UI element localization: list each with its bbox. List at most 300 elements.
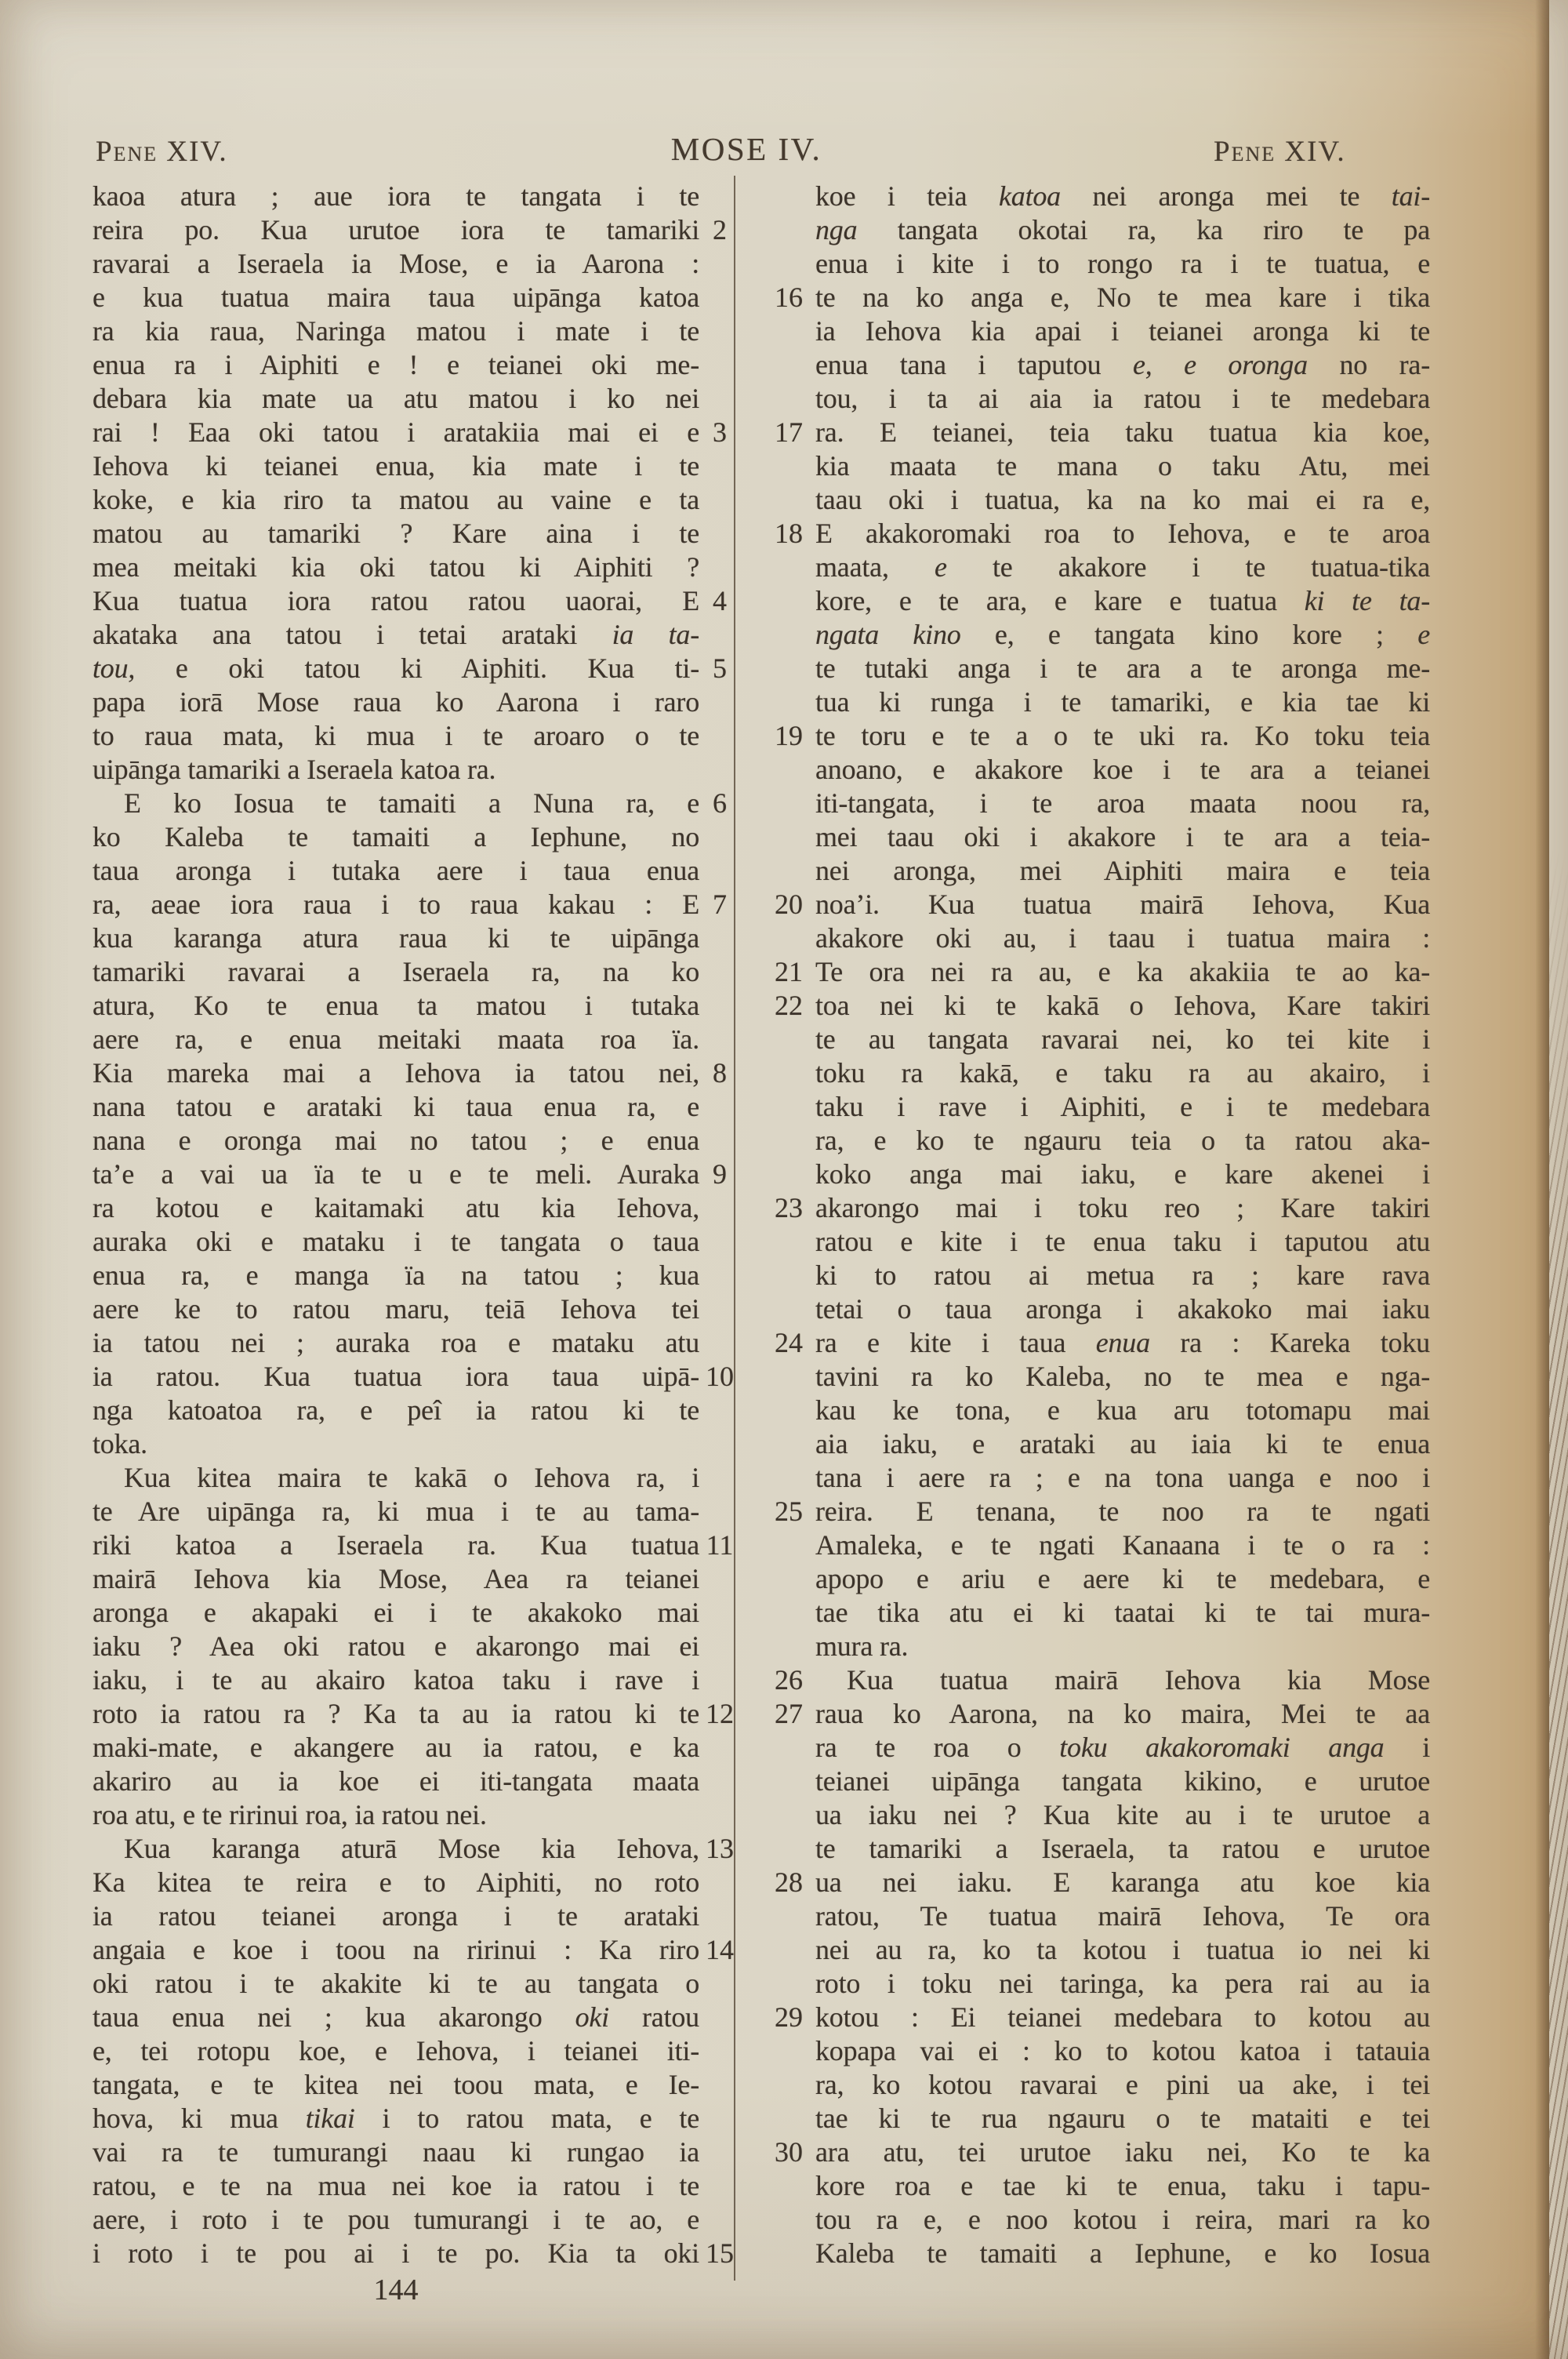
verse-number: [699, 1427, 740, 1461]
text-line: [770, 247, 1443, 281]
verse-text: te tutaki anga i te ara a te aronga me-: [815, 652, 1430, 684]
text-line: [93, 1663, 740, 1697]
verse-number: [770, 314, 815, 348]
text-line: [93, 1427, 740, 1461]
text-line: [770, 921, 1443, 955]
text-line: [93, 1967, 740, 2001]
verse-text: mairā Iehova kia Mose, Aea ra teianei: [93, 1563, 699, 1594]
verse-number: 12: [706, 1698, 734, 1729]
verse-number: [770, 483, 815, 517]
text-line: [93, 314, 740, 348]
verse-text: riki katoa a Iseraela ra. Kua tuatua: [93, 1529, 699, 1561]
text-line: [770, 854, 1443, 888]
verse-number: [699, 2068, 740, 2102]
verse-number: [770, 1765, 815, 1798]
text-line: [770, 416, 1443, 449]
text-line: [770, 1596, 1443, 1630]
verse-text: enua ra, e manga ïa na tatou ; kua: [93, 1259, 699, 1291]
text-line: [93, 1731, 740, 1765]
text-line: [770, 753, 1443, 787]
verse-text: iaku ? Aea oki ratou e akarongo mai ei: [93, 1630, 699, 1662]
running-head-left: Pene XIV.: [96, 136, 228, 168]
verse-number: [770, 921, 815, 955]
verse-text: raua ko Aarona, na ko maira, Mei te aa: [815, 1698, 1430, 1729]
verse-text: maki-mate, e akangere au ia ratou, e ka: [93, 1732, 699, 1763]
text-line: [770, 1056, 1443, 1090]
verse-number: 21: [775, 956, 803, 987]
text-line: [770, 685, 1443, 719]
verse-text: matou au tamariki ? Kare aina i te: [93, 518, 699, 549]
verse-number: [770, 1933, 815, 1967]
text-line: [93, 551, 740, 584]
verse-number: [770, 1596, 815, 1630]
text-line: [93, 1023, 740, 1056]
text-line: [770, 551, 1443, 584]
text-line: [93, 787, 740, 820]
verse-number: [699, 2034, 740, 2068]
verse-number: [699, 1461, 740, 1495]
text-line: [93, 1259, 740, 1292]
text-line: [770, 1191, 1443, 1225]
verse-number: 13: [706, 1833, 734, 1864]
verse-text: i roto i te pou ai i te po. Kia ta oki: [93, 2237, 699, 2269]
verse-number: [770, 685, 815, 719]
verse-text: koke, e kia riro ta matou au vaine e ta: [93, 484, 699, 515]
verse-number: [770, 1630, 815, 1663]
verse-text: mea meitaki kia oki tatou ki Aiphiti ?: [93, 551, 699, 583]
text-line: [93, 2135, 740, 2169]
text-line: [93, 1495, 740, 1528]
verse-number: [770, 1259, 815, 1292]
verse-number: [699, 1798, 740, 1832]
verse-number: [699, 921, 740, 955]
verse-text: Iehova ki teianei enua, kia mate i te: [93, 450, 699, 482]
verse-text: ra kia raua, Naringa matou i mate i te: [93, 315, 699, 347]
verse-number: 30: [775, 2136, 803, 2168]
verse-text: atura, Ko te enua ta matou i tutaka: [93, 990, 699, 1021]
text-line: [93, 1191, 740, 1225]
text-line: [93, 382, 740, 416]
text-line: [93, 449, 740, 483]
verse-number: [770, 1562, 815, 1596]
verse-number: [770, 1427, 815, 1461]
verse-text: mei taau oki i akakore i te ara a teia-: [815, 821, 1430, 852]
verse-number: 5: [713, 652, 727, 684]
text-line: [770, 1023, 1443, 1056]
verse-text: tae ki te rua ngauru o te mataiti e tei: [815, 2103, 1430, 2134]
verse-text: kia maata te mana o taku Atu, mei: [815, 450, 1430, 482]
verse-text: taua aronga i tutaka aere i taua enua: [93, 855, 699, 886]
verse-number: 19: [775, 720, 803, 751]
verse-text: nei aronga, mei Aiphiti maira e teia: [815, 855, 1430, 886]
verse-number: [699, 2203, 740, 2237]
text-line: [770, 618, 1443, 652]
verse-number: [699, 2135, 740, 2169]
verse-text: rai ! Eaa oki tatou i aratakiia mai ei e: [93, 416, 699, 448]
text-line: [770, 584, 1443, 618]
verse-text: reira. E tenana, te noo ra te ngati: [815, 1496, 1430, 1527]
verse-text: tangata, e te kitea nei toou mata, e Ie-: [93, 2069, 699, 2100]
verse-text: iaku, i te au akairo katoa taku i rave i: [93, 1664, 699, 1696]
text-line: [770, 1630, 1443, 1663]
verse-number: 22: [775, 990, 803, 1021]
verse-text: ra e kite i taua enua ra : Kareka toku: [815, 1327, 1430, 1358]
text-line: [770, 2001, 1443, 2034]
verse-number: [699, 854, 740, 888]
text-line: [770, 1899, 1443, 1933]
verse-number: 6: [713, 787, 727, 819]
verse-text: anoano, e akakore koe i te ara a teianei: [815, 754, 1430, 785]
text-line: [93, 416, 740, 449]
verse-number: [699, 483, 740, 517]
text-line: [93, 955, 740, 989]
verse-text: apopo e ariu e aere ki te medebara, e: [815, 1563, 1430, 1594]
verse-text: nga tangata okotai ra, ka riro te pa: [815, 214, 1430, 245]
verse-number: [699, 1259, 740, 1292]
verse-number: [699, 955, 740, 989]
verse-text: tetai o taua aronga i akakoko mai iaku: [815, 1293, 1430, 1325]
verse-text: aere, i roto i te pou tumurangi i te ao, e: [93, 2204, 699, 2235]
verse-number: [770, 2237, 815, 2270]
text-line: [93, 1596, 740, 1630]
verse-text: tana i aere ra ; e na tona uanga e noo i: [815, 1462, 1430, 1493]
verse-text: taua enua nei ; kua akarongo oki ratou: [93, 2001, 699, 2033]
verse-text: teianei uipānga tangata kikino, e urutoe: [815, 1765, 1430, 1797]
verse-number: [699, 1326, 740, 1360]
verse-text: tavini ra ko Kaleba, no te mea e nga-: [815, 1361, 1430, 1392]
text-line: [770, 314, 1443, 348]
text-line: [770, 888, 1443, 921]
verse-number: [699, 281, 740, 314]
verse-number: [770, 2169, 815, 2203]
text-line: [93, 1394, 740, 1427]
text-line: [93, 2203, 740, 2237]
verse-number: 23: [775, 1192, 803, 1223]
text-line: [770, 1798, 1443, 1832]
verse-text: tamariki ravarai a Iseraela ra, na ko: [93, 956, 699, 987]
verse-number: [770, 1731, 815, 1765]
text-line: [93, 1933, 740, 1967]
text-line: [770, 382, 1443, 416]
text-line: [770, 820, 1443, 854]
verse-number: [770, 618, 815, 652]
verse-number: 10: [706, 1361, 734, 1392]
text-line: [93, 888, 740, 921]
verse-text: koko anga mai iaku, e kare akenei i: [815, 1158, 1430, 1190]
verse-number: [699, 1967, 740, 2001]
verse-text: ua nei iaku. E karanga atu koe kia: [815, 1866, 1430, 1898]
text-line: [770, 652, 1443, 685]
verse-number: [770, 449, 815, 483]
verse-number: 16: [775, 282, 803, 313]
text-line: [93, 517, 740, 551]
verse-text: ia tatou nei ; auraka roa e mataku atu: [93, 1327, 699, 1358]
running-head-right: Pene XIV.: [1214, 136, 1346, 168]
verse-number: [699, 2102, 740, 2135]
text-line: [770, 719, 1443, 753]
verse-text: ko Kaleba te tamaiti a Iephune, no: [93, 821, 699, 852]
verse-text: kaoa atura ; aue iora te tangata i te: [93, 180, 699, 212]
text-line: [93, 1158, 740, 1191]
verse-text: ngata kino e, e tangata kino kore ; e: [815, 619, 1431, 650]
text-line: [770, 2237, 1443, 2270]
text-line: [770, 1090, 1443, 1124]
text-line: [93, 180, 740, 213]
text-line: [770, 2034, 1443, 2068]
verse-number: [699, 180, 740, 213]
text-line: [770, 1967, 1443, 2001]
verse-number: 29: [775, 2001, 803, 2033]
text-line: [770, 955, 1443, 989]
verse-text: papa iorā Mose raua ko Aarona i raro: [93, 686, 699, 718]
verse-number: [770, 348, 815, 382]
text-line: [93, 753, 740, 787]
verse-text: ra. E teianei, teia taku tuatua kia koe,: [815, 416, 1430, 448]
verse-number: [699, 382, 740, 416]
text-line: [93, 247, 740, 281]
text-line: [93, 2068, 740, 2102]
text-line: [770, 1158, 1443, 1191]
verse-number: [770, 820, 815, 854]
text-line: [93, 1124, 740, 1158]
text-line: [770, 2068, 1443, 2102]
verse-number: [770, 1225, 815, 1259]
text-line: [93, 584, 740, 618]
text-line: [770, 1495, 1443, 1528]
verse-text: maata, e te akakore i te tuatua-tika: [815, 551, 1430, 583]
verse-number: [770, 652, 815, 685]
text-line: [93, 1056, 740, 1090]
verse-text: akataka ana tatou i tetai arataki ia ta-: [93, 619, 699, 650]
verse-number: 20: [775, 889, 803, 920]
verse-number: [770, 382, 815, 416]
verse-text: ravarai a Iseraela ia Mose, e ia Aarona :: [93, 248, 699, 279]
text-line: [93, 989, 740, 1023]
verse-number: [770, 1528, 815, 1562]
verse-text: akariro au ia koe ei iti-tangata maata: [93, 1765, 699, 1797]
verse-text: Ka kitea te reira e to Aiphiti, no roto: [93, 1866, 699, 1898]
verse-text: Kaleba te tamaiti a Iephune, e ko Iosua: [815, 2237, 1430, 2269]
verse-number: [699, 1731, 740, 1765]
verse-number: [770, 1124, 815, 1158]
verse-text: kua karanga atura raua ki te uipānga: [93, 922, 699, 954]
verse-text: aere ke to ratou maru, teiā Iehova tei: [93, 1293, 699, 1325]
verse-number: [699, 685, 740, 719]
verse-number: [770, 247, 815, 281]
text-line: [93, 2001, 740, 2034]
verse-number: 11: [706, 1529, 734, 1561]
verse-number: [770, 1461, 815, 1495]
text-line: [93, 1630, 740, 1663]
verse-number: 27: [775, 1698, 803, 1729]
text-line: [770, 1528, 1443, 1562]
verse-number: [699, 551, 740, 584]
text-line: [93, 483, 740, 517]
verse-text: ratou e kite i te enua taku i taputou atu: [815, 1226, 1430, 1257]
verse-number: 17: [775, 416, 803, 448]
verse-number: [699, 1023, 740, 1056]
text-line: [770, 1360, 1443, 1394]
verse-text: noa’i. Kua tuatua mairā Iehova, Kua: [815, 889, 1430, 920]
verse-text: reira po. Kua urutoe iora te tamariki: [93, 214, 699, 245]
verse-number: [770, 2203, 815, 2237]
verse-number: [699, 1090, 740, 1124]
verse-text: te toru e te a o te uki ra. Ko toku teia: [815, 720, 1430, 751]
verse-text: toku ra kakā, e taku ra au akairo, i: [815, 1057, 1430, 1089]
text-line: [770, 1394, 1443, 1427]
text-line: [93, 1461, 740, 1495]
verse-text: kotou : Ei teianei medebara to kotou au: [815, 2001, 1430, 2033]
verse-text: enua ra i Aiphiti e ! e teianei oki me-: [93, 349, 699, 380]
text-line: [93, 1866, 740, 1899]
text-line: [770, 1292, 1443, 1326]
text-line: [770, 1663, 1443, 1697]
verse-number: [699, 719, 740, 753]
verse-text: akarongo mai i toku reo ; Kare takiri: [815, 1192, 1430, 1223]
verse-number: 9: [713, 1158, 727, 1190]
text-line: [93, 1832, 740, 1866]
verse-number: [699, 1765, 740, 1798]
verse-number: [770, 1158, 815, 1191]
verse-text: ia ratou. Kua tuatua iora taua uipā-: [93, 1361, 699, 1392]
text-line: [93, 213, 740, 247]
verse-text: te na ko anga e, No te mea kare i tika: [815, 282, 1430, 313]
verse-text: ki to ratou ai metua ra ; kare rava: [815, 1259, 1430, 1291]
verse-text: te au tangata ravarai nei, ko tei kite i: [815, 1023, 1430, 1055]
verse-number: 3: [713, 416, 727, 448]
verse-number: [770, 1798, 815, 1832]
verse-number: [699, 517, 740, 551]
verse-number: [699, 1394, 740, 1427]
verse-number: [770, 1967, 815, 2001]
verse-text: kore, e te ara, e kare e tuatua ki te ta-: [815, 585, 1430, 616]
verse-text: roto ia ratou ra ? Ka ta au ia ratou ki te: [93, 1698, 699, 1729]
book-gutter-shadow: [1535, 0, 1549, 2359]
verse-text: Kua tuatua iora ratou ratou uaorai, E: [93, 585, 699, 616]
text-line: [770, 449, 1443, 483]
text-line: [770, 1124, 1443, 1158]
verse-number: [770, 787, 815, 820]
verse-number: [770, 1056, 815, 1090]
text-line: [93, 921, 740, 955]
text-line: [93, 1798, 740, 1832]
verse-text: nga katoatoa ra, e peî ia ratou ki te: [93, 1394, 699, 1426]
text-line: [770, 213, 1443, 247]
text-line: [770, 281, 1443, 314]
text-line: [93, 1765, 740, 1798]
verse-number: [699, 1562, 740, 1596]
verse-text: E ko Iosua te tamaiti a Nuna ra, e: [124, 787, 699, 819]
verse-text: nana tatou e arataki ki taua enua ra, e: [93, 1091, 699, 1122]
verse-text: ua iaku nei ? Kua kite au i te urutoe a: [815, 1799, 1430, 1830]
verse-number: [770, 2068, 815, 2102]
verse-number: [699, 1899, 740, 1933]
verse-number: 15: [706, 2237, 734, 2269]
verse-text: Kia mareka mai a Iehova ia tatou nei,: [93, 1057, 699, 1089]
text-line: [770, 1697, 1443, 1731]
verse-text: nei au ra, ko ta kotou i tuatua io nei ki: [815, 1934, 1430, 1965]
verse-number: [699, 989, 740, 1023]
verse-text: Kua kitea maira te kakā o Iehova ra, i: [124, 1462, 699, 1493]
text-line: [93, 652, 740, 685]
verse-number: [699, 1630, 740, 1663]
verse-text: E akakoromaki roa to Iehova, e te aroa: [815, 518, 1430, 549]
verse-text: Kua karanga aturā Mose kia Iehova,: [124, 1833, 699, 1864]
text-line: [770, 1259, 1443, 1292]
text-line: [93, 1360, 740, 1394]
text-line: [93, 1562, 740, 1596]
verse-number: [699, 247, 740, 281]
verse-text: tou, i ta ai aia ia ratou i te medebara: [815, 383, 1430, 414]
verse-number: 8: [713, 1057, 727, 1089]
verse-number: [699, 314, 740, 348]
verse-text: tou, e oki tatou ki Aiphiti. Kua ti-: [93, 652, 699, 684]
verse-text: ra te roa o toku akakoromaki anga i: [815, 1732, 1431, 1763]
verse-text: hova, ki mua tikai i to ratou mata, e te: [93, 2103, 699, 2134]
verse-text: ra, aeae iora raua i to raua kakau : E: [93, 889, 699, 920]
text-line: [93, 2102, 740, 2135]
verse-text: aere ra, e enua meitaki maata roa ïa.: [93, 1023, 699, 1055]
verse-number: 4: [713, 585, 727, 616]
text-line: [770, 1461, 1443, 1495]
next-page-edge: [1549, 0, 1568, 2359]
text-line: [93, 1528, 740, 1562]
text-line: [93, 618, 740, 652]
verse-number: 25: [775, 1496, 803, 1527]
verse-number: [699, 1596, 740, 1630]
verse-number: [699, 1124, 740, 1158]
verse-text: ratou, Te tuatua mairā Iehova, Te ora: [815, 1900, 1430, 1932]
verse-text: auraka oki e mataku i te tangata o taua: [93, 1226, 699, 1257]
verse-text: debara kia mate ua atu matou i ko nei: [93, 383, 699, 414]
text-line: [93, 2034, 740, 2068]
verse-text: kau ke tona, e kua aru totomapu mai: [815, 1394, 1430, 1426]
verse-number: [770, 1023, 815, 1056]
verse-text: Kua tuatua mairā Iehova kia Mose: [847, 1664, 1430, 1696]
text-line: [770, 180, 1443, 213]
text-column-right: [770, 180, 1443, 2270]
verse-text: ia Iehova kia apai i teianei aronga ki te: [815, 315, 1430, 347]
verse-text: ia ratou teianei aronga i te arataki: [93, 1900, 699, 1932]
verse-number: 7: [713, 889, 727, 920]
verse-text: tae tika atu ei ki taatai ki te tai mura-: [815, 1597, 1430, 1628]
verse-number: [770, 854, 815, 888]
text-line: [770, 1427, 1443, 1461]
verse-number: [699, 449, 740, 483]
text-line: [93, 1225, 740, 1259]
verse-number: 14: [706, 1934, 734, 1965]
verse-text: vai ra te tumurangi naau ki rungao ia: [93, 2136, 699, 2168]
text-line: [93, 719, 740, 753]
text-line: [93, 1326, 740, 1360]
verse-text: kore roa e tae ki te enua, taku i tapu-: [815, 2170, 1430, 2201]
verse-text: aia iaku, e arataki au iaia ki te enua: [815, 1428, 1430, 1459]
verse-number: [699, 1663, 740, 1697]
verse-number: [770, 1394, 815, 1427]
verse-text: koe i teia katoa nei aronga mei te tai-: [815, 180, 1430, 212]
verse-number: [770, 213, 815, 247]
text-line: [93, 854, 740, 888]
verse-text: iti-tangata, i te aroa maata noou ra,: [815, 787, 1430, 819]
page-number: 144: [373, 2274, 419, 2306]
verse-text: kopapa vai ei : ko to kotou katoa i tatauia: [815, 2035, 1430, 2066]
text-line: [93, 1292, 740, 1326]
verse-text: roa atu, e te ririnui roa, ia ratou nei.: [93, 1799, 487, 1830]
text-line: [770, 989, 1443, 1023]
text-line: [770, 1933, 1443, 1967]
text-line: [770, 1731, 1443, 1765]
verse-number: [770, 1899, 815, 1933]
